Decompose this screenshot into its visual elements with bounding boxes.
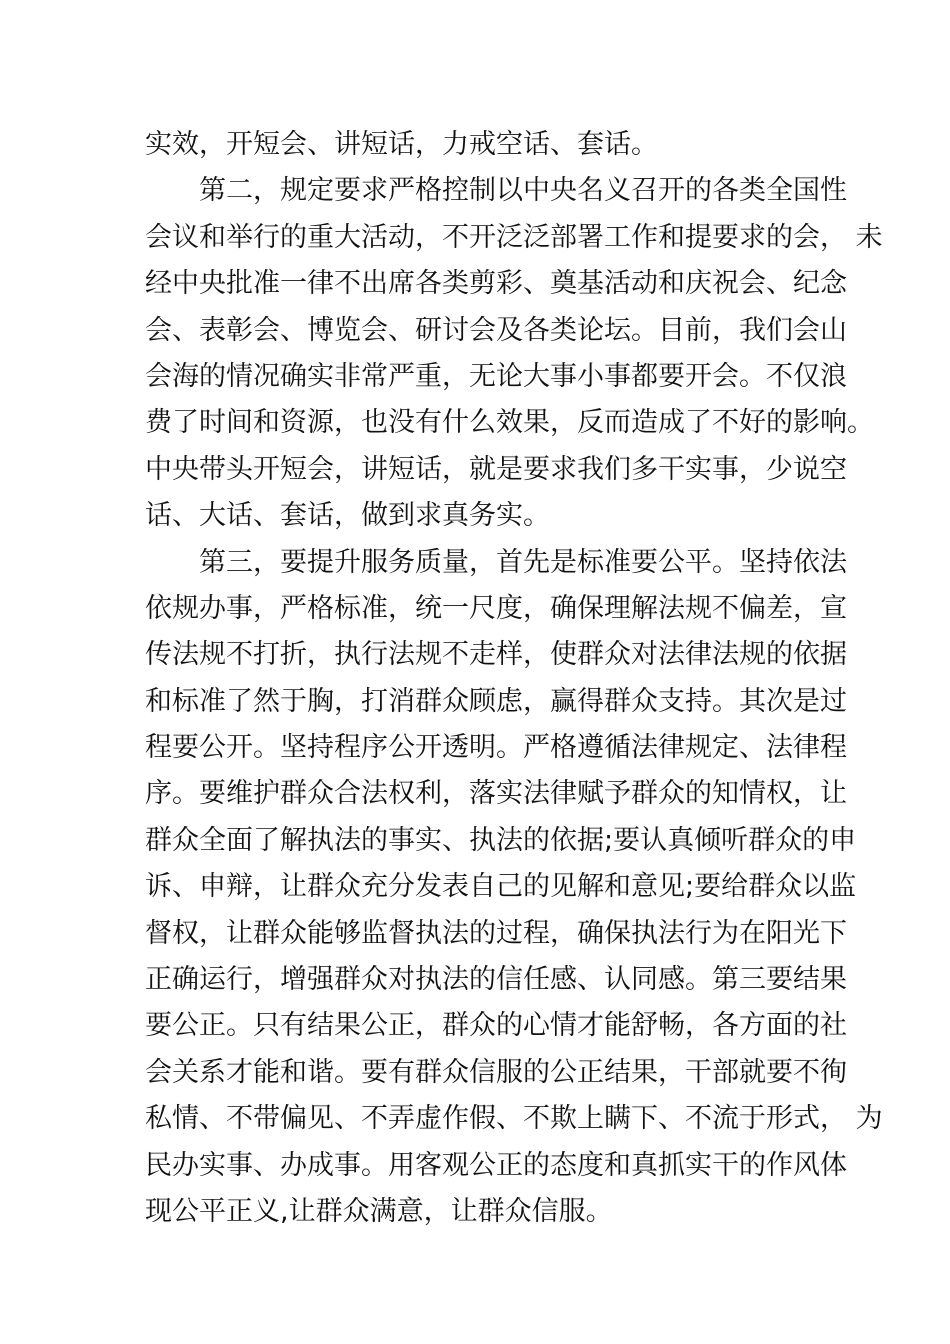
text-line: 会海的情况确实非常严重，无论大事小事都要开会。不仅浪 (145, 360, 847, 392)
text-line: 中央带头开短会，讲短话，就是要求我们多干实事，少说空 (145, 453, 847, 485)
text-line: 现公平正义,让群众满意，让群众信服。 (145, 1195, 613, 1227)
text-line: 要公正。只有结果公正，群众的心情才能舒畅，各方面的社 (145, 1010, 847, 1042)
paragraph-start-line: 第三，要提升服务质量，首先是标准要公平。坚持依法 (199, 546, 847, 578)
text-line: 督权，让群众能够监督执法的过程，确保执法行为在阳光下 (145, 917, 847, 949)
text-line: 话、大话、套话，做到求真务实。 (145, 500, 550, 532)
text-line: 依规办事，严格标准，统一尺度，确保理解法规不偏差，宣 (145, 592, 847, 624)
document-body (145, 122, 883, 1235)
text-line: 会、表彰会、博览会、研讨会及各类论坛。目前，我们会山 (145, 314, 847, 346)
text-line: 会议和举行的重大活动，不开泛泛部署工作和提要求的会， 未 (145, 221, 883, 253)
text-line: 实效，开短会、讲短话，力戒空话、套话。 (145, 129, 658, 160)
text-line: 群众全面了解执法的事实、执法的依据;要认真倾听群众的申 (145, 824, 857, 856)
text-line: 诉、申辩，让群众充分发表自己的见解和意见;要给群众以监 (145, 871, 857, 903)
text-line: 会关系才能和谐。要有群众信服的公正结果，干部就要不徇 (145, 1056, 847, 1088)
text-line: 费了时间和资源，也没有什么效果，反而造成了不好的影响。 (145, 407, 874, 439)
text-line: 程要公开。坚持程序公开透明。严格遵循法律规定、法律程 (145, 732, 847, 764)
text-line: 传法规不打折，执行法规不走样，使群众对法律法规的依据 (145, 639, 847, 671)
text-line: 经中央批准一律不出席各类剪彩、奠基活动和庆祝会、纪念 (145, 268, 847, 300)
paragraph-start-line: 第二，规定要求严格控制以中央名义召开的各类全国性 (199, 175, 847, 207)
text-line: 正确运行，增强群众对执法的信任感、认同感。第三要结果 (145, 964, 847, 996)
text-line: 私情、不带偏见、不弄虚作假、不欺上瞒下、不流于形式， 为 (145, 1103, 883, 1135)
text-line: 民办实事、办成事。用客观公正的态度和真抓实干的作风体 (145, 1149, 847, 1181)
text-line: 序。要维护群众合法权利，落实法律赋予群众的知情权，让 (145, 778, 847, 810)
text-line: 和标准了然于胸，打消群众顾虑，赢得群众支持。其次是过 (145, 685, 847, 717)
